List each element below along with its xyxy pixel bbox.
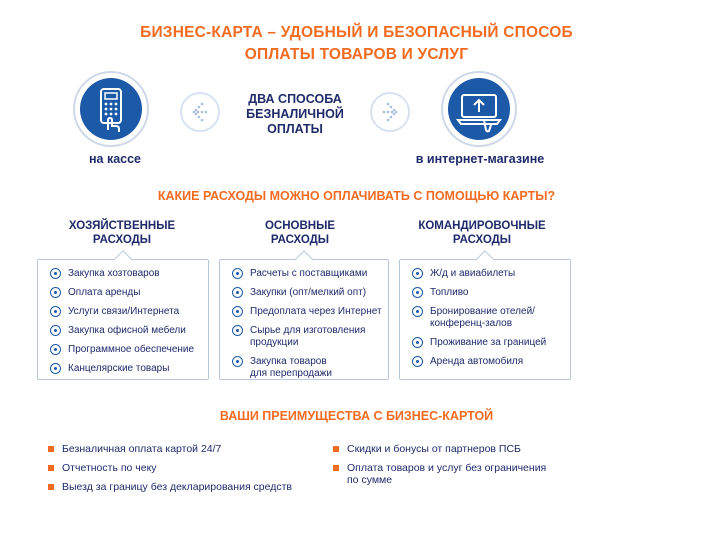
list-item-label: Сырье для изготовления продукции xyxy=(250,325,366,348)
phone-icon xyxy=(50,306,61,317)
list-item xyxy=(50,344,202,356)
list-item-label: Закупка товаров для перепродажи xyxy=(250,356,332,379)
list-item-label: Бронирование отелей/ конференц-залов xyxy=(430,306,535,329)
travel-expenses-list xyxy=(412,267,564,368)
page-title xyxy=(0,22,713,66)
left-caption: на кассе xyxy=(88,152,142,166)
list-item-label: Проживание за границей xyxy=(430,337,547,348)
main-expenses-list xyxy=(232,267,382,380)
hotel-icon xyxy=(412,306,423,317)
plane-icon xyxy=(412,268,423,279)
list-item xyxy=(50,306,202,318)
building-icon xyxy=(50,287,61,298)
column-head-line: ХОЗЯЙСТВЕННЫЕ xyxy=(68,220,176,232)
column-head-main xyxy=(210,219,390,247)
main-expenses-box xyxy=(219,259,389,380)
laptop-upload-icon xyxy=(448,78,510,140)
title-line-2: ОПЛАТЫ ТОВАРОВ И УСЛУГ xyxy=(244,46,469,63)
resale-icon xyxy=(232,356,243,367)
advantage-item: Выезд за границу без декларирования средств xyxy=(48,481,328,493)
two-ways-line-2: БЕЗНАЛИЧНОЙ xyxy=(246,107,344,121)
list-item-label: Ж/д и авиабилеты xyxy=(430,268,516,279)
two-ways-label xyxy=(230,92,360,137)
list-item xyxy=(50,287,202,299)
list-item-label: Расчеты с поставщиками xyxy=(250,268,368,279)
travel-expenses-box xyxy=(399,259,571,380)
fuel-icon xyxy=(412,287,423,298)
raw-materials-icon xyxy=(232,325,243,336)
chevron-left-icon xyxy=(182,94,218,130)
advantage-item: Безналичная оплата картой 24/7 xyxy=(48,443,328,455)
right-caption: в интернет-магазине xyxy=(415,152,545,166)
household-expenses-box xyxy=(37,259,209,380)
car-icon xyxy=(412,356,423,367)
right-arrow-badge xyxy=(370,92,410,132)
column-head-line: РАСХОДЫ xyxy=(92,234,152,246)
two-ways-line-3: ОПЛАТЫ xyxy=(267,122,323,136)
advantages-list-right xyxy=(333,443,583,486)
list-item xyxy=(412,337,564,349)
column-head-line: РАСХОДЫ xyxy=(452,234,512,246)
payment-terminal-badge xyxy=(73,71,149,147)
list-item-label: Закупка хозтоваров xyxy=(68,268,160,279)
list-item-label: Закупка офисной мебели xyxy=(68,325,186,336)
advantage-item: Отчетность по чеку xyxy=(48,462,328,474)
advantages-list-left xyxy=(48,443,328,493)
list-item xyxy=(412,306,564,330)
two-ways-line-1: ДВА СПОСОБА xyxy=(248,92,342,106)
furniture-icon xyxy=(50,325,61,336)
column-head-household xyxy=(32,219,212,247)
list-item xyxy=(232,325,382,349)
advantage-item: Скидки и бонусы от партнеров ПСБ xyxy=(333,443,583,455)
list-item-label: Оплата аренды xyxy=(68,287,141,298)
list-item xyxy=(412,356,564,368)
list-item-label: Канцелярские товары xyxy=(68,363,170,374)
list-item xyxy=(50,325,202,337)
list-item-label: Программное обеспечение xyxy=(68,344,195,355)
column-head-line: КОМАНДИРОВОЧНЫЕ xyxy=(418,220,546,232)
list-item xyxy=(232,306,382,318)
wholesale-icon xyxy=(232,287,243,298)
online-store-badge xyxy=(441,71,517,147)
column-head-travel xyxy=(392,219,572,247)
list-item xyxy=(232,356,382,380)
globe-icon xyxy=(412,337,423,348)
internet-icon xyxy=(232,306,243,317)
list-item-label: Услуги связи/Интернета xyxy=(68,306,180,317)
left-arrow-badge xyxy=(180,92,220,132)
basket-icon xyxy=(50,268,61,279)
list-item-label: Закупки (опт/мелкий опт) xyxy=(250,287,367,298)
list-item xyxy=(232,287,382,299)
pencil-icon xyxy=(50,363,61,374)
chevron-right-icon xyxy=(372,94,408,130)
advantages-heading: ВАШИ ПРЕИМУЩЕСТВА С БИЗНЕС-КАРТОЙ xyxy=(219,409,494,423)
list-item-label: Предоплата через Интернет xyxy=(250,306,382,317)
list-item-label: Топливо xyxy=(430,287,469,298)
household-expenses-list xyxy=(50,267,202,375)
payment-terminal-icon xyxy=(80,78,142,140)
software-icon xyxy=(50,344,61,355)
title-line-1: БИЗНЕС-КАРТА – УДОБНЫЙ И БЕЗОПАСНЫЙ СПОСОБ xyxy=(140,24,573,41)
list-item xyxy=(412,268,564,280)
list-item xyxy=(50,268,202,280)
column-head-line: ОСНОВНЫЕ xyxy=(264,220,336,232)
advantage-item: Оплата товаров и услуг без ограничения по сумме xyxy=(333,462,583,486)
list-item xyxy=(412,287,564,299)
supplier-icon xyxy=(232,268,243,279)
expenses-heading: КАКИЕ РАСХОДЫ МОЖНО ОПЛАЧИВАТЬ С ПОМОЩЬЮ КАРТЫ? xyxy=(157,189,556,203)
column-head-line: РАСХОДЫ xyxy=(270,234,330,246)
list-item-label: Аренда автомобиля xyxy=(430,356,524,367)
list-item xyxy=(232,268,382,280)
list-item xyxy=(50,363,202,375)
